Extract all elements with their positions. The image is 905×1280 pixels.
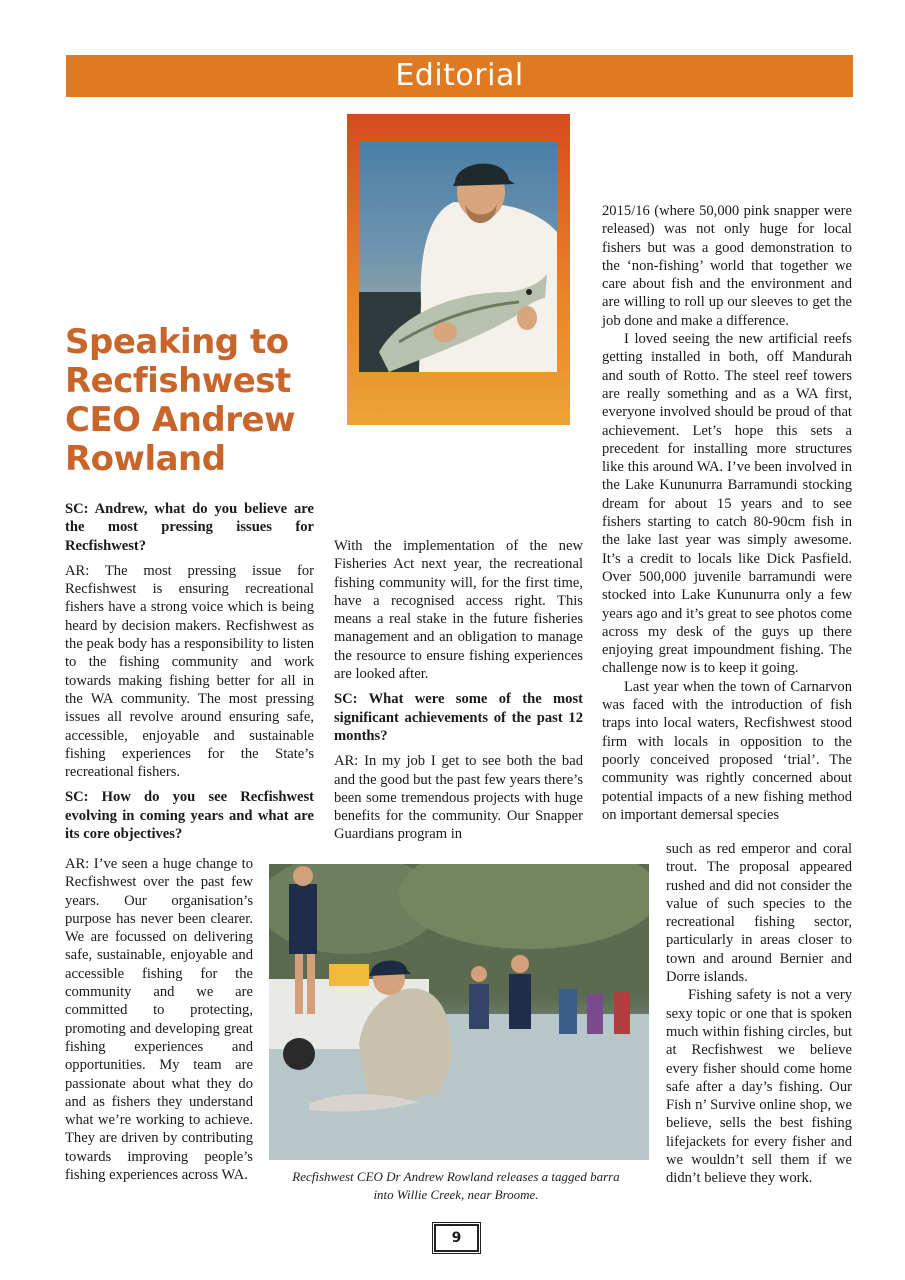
release-photo — [269, 864, 649, 1160]
question-1: SC: Andrew, what do you believe are the most pressing issues for Recfishwest? — [65, 501, 314, 554]
answer-3: AR: In my job I get to see both the bad and the good but the past few years there’s been some tremendous projects with huge benefits for the community. Our Snapper Guardians program in — [334, 753, 583, 843]
column-1 — [65, 500, 314, 850]
page-number: 9 — [434, 1224, 479, 1252]
answer-1: AR: The most pressing issue for Recfishwest is ensuring recreational fishers have a strong voice which is being heard by decision makers. Recfishwest as the peak body has a responsibility to listen to the fishing community and work towards making fishing better for all in the WA community. The most pressing issues all revolve around ensuring safe, accessible, enjoyable and sustainable fishing experiences for the State’s recreational fishers. — [65, 562, 314, 781]
column-3 — [602, 202, 852, 824]
paragraph-safety: Fishing safety is not a very sexy topic or one that is spoken much within fishing circles, but at Recfishwest we believe every fisher should come home safe after a day’s fishing. Our Fish n’ Survive online shop, we believe, sells the best fishing lifejackets for every fisher and we wouldn’t sell them if we didn’t believe they work. — [666, 987, 852, 1187]
answer-2: AR: I’ve seen a huge change to Recfishwest over the past few years. Our organisation’s purpose has never been clearer. We are focussed on delivering safe, sustainable, enjoyable and accessible fishing for the community and we are committed to protecting, promoting and developing great fishing experiences and opportunities. My team are passionate about what they do and as fishers they understand what we’re working to achieve. They are driven by contributing towards improving people’s fishing experiences across WA. — [65, 856, 253, 1184]
photo-caption: Recfishwest CEO Dr Andrew Rowland releases a tagged barra into Willie Creek, near Broome. — [292, 1169, 620, 1202]
column-3-continued — [666, 840, 852, 1188]
paragraph-snapper: 2015/16 (where 50,000 pink snapper were released) was not only huge for local fishers but was a good demonstration to the ‘non-fishing’ world that together we care about fish and the environment and are willing to roll up our sleeves to get the job done and make a difference. — [602, 203, 852, 329]
article-headline: Speaking to Recfishwest CEO Andrew Rowland — [65, 322, 296, 479]
paragraph-fisheries-act: With the implementation of the new Fisheries Act next year, the recreational fishing community will, for the first time, have a recognised access right. This means a real stake in the future fisheries management and an obligation to manage the resource to ensure fishing experiences are looked after. — [334, 538, 583, 683]
portrait-photo-frame — [347, 114, 570, 425]
portrait-photo — [359, 142, 557, 372]
question-3: SC: What were some of the most significant achievements of the past 12 months? — [334, 691, 583, 744]
question-2: SC: How do you see Recfishwest evolving in coming years and what are its core objectives? — [65, 789, 314, 843]
column-2 — [334, 537, 583, 844]
paragraph-carnarvon-continued: such as red emperor and coral trout. The proposal appeared rushed and did not consider the value of such species to the recreational fishing sector, particularly in areas closer to town and around Bernier and Dorre islands. — [666, 841, 852, 986]
column-1-continued — [65, 855, 253, 1191]
paragraph-carnarvon: Last year when the town of Carnarvon was faced with the introduction of fish traps into local waters, Recfishwest stood firm with locals in opposition to the poorly conceived proposed ‘trial’. The community was rightly concerned about potential impacts of a new fishing method on important demersal species — [602, 678, 852, 823]
section-banner: Editorial — [66, 55, 853, 97]
paragraph-reefs: I loved seeing the new artificial reefs getting installed in both, off Mandurah and south of Rotto. The steel reef towers are really something and as a WA first, everyone involved should be proud of that achievement. Let’s hope this sets a precedent for installing more structures like this around WA. I’ve been involved in the Lake Kununurra Barramundi stocking dream for about 15 years and to see fishers starting to catch 80-90cm fish in the lake last year was simply awesome. It’s a credit to locals like Dick Pasfield. Over 500,000 juvenile barramundi were stocked into Lake Kununurra only a few years ago and it’s great to see photos come across my desk of the guys up there enjoying great impoundment fishing. The challenge now is to keep it going. — [602, 331, 852, 677]
